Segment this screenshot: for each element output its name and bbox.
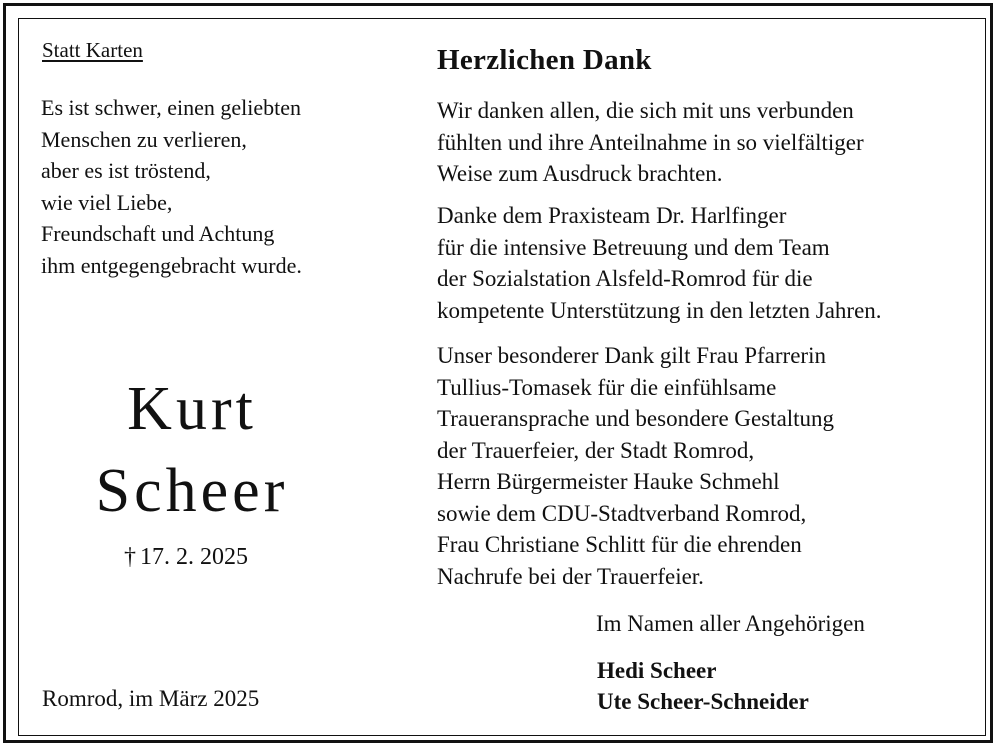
paragraph-line: Nachrufe bei der Trauerfeier. bbox=[437, 563, 704, 589]
poem-line: aber es ist tröstend, bbox=[41, 158, 211, 183]
thanks-paragraph-3 bbox=[437, 340, 834, 592]
paragraph-line: Danke dem Praxisteam Dr. Harlfinger bbox=[437, 203, 787, 228]
headline: Herzlichen Dank bbox=[437, 44, 652, 76]
paragraph-line: Herrn Bürgermeister Hauke Schmehl bbox=[437, 469, 780, 494]
deceased-first-name: Kurt bbox=[127, 375, 257, 443]
poem-line: ihm entgegengebracht wurde. bbox=[41, 252, 302, 278]
poem-line: Menschen zu verlieren, bbox=[41, 126, 247, 152]
poem-line: Es ist schwer, einen geliebten bbox=[41, 95, 301, 120]
thanks-paragraph-1 bbox=[437, 95, 864, 190]
paragraph-line: Tullius-Tomasek für die einfühlsame bbox=[437, 374, 777, 400]
dagger-icon: † bbox=[124, 544, 136, 570]
paragraph-line: fühlten und ihre Anteilnahme in so vielfältiger bbox=[437, 129, 864, 155]
closing-line: Im Namen aller Angehörigen bbox=[596, 611, 865, 636]
paragraph-line: der Trauerfeier, der Stadt Romrod, bbox=[437, 437, 755, 463]
paragraph-line: für die intensive Betreuung und dem Team bbox=[437, 234, 830, 260]
poem-line: Freundschaft und Achtung bbox=[41, 221, 275, 246]
signer-name: Hedi Scheer bbox=[597, 658, 717, 683]
paragraph-line: der Sozialstation Alsfeld-Romrod für die bbox=[437, 266, 813, 291]
death-date-line bbox=[124, 544, 248, 571]
paragraph-line: sowie dem CDU-Stadtverband Romrod, bbox=[437, 500, 807, 526]
paragraph-line: Traueransprache und besondere Gestaltung bbox=[437, 406, 835, 431]
paragraph-line: Wir danken allen, die sich mit uns verbunden bbox=[437, 98, 854, 123]
deceased-last-name: Scheer bbox=[95, 457, 289, 525]
thanks-paragraph-2 bbox=[437, 200, 882, 326]
paragraph-line: Unser besonderer Dank gilt Frau Pfarrerin bbox=[437, 343, 826, 368]
place-date: Romrod, im März 2025 bbox=[42, 686, 260, 711]
death-date: 17. 2. 2025 bbox=[140, 544, 248, 570]
paragraph-line: kompetente Unterstützung in den letzten Jahren. bbox=[437, 297, 882, 323]
poem-line: wie viel Liebe, bbox=[41, 189, 173, 215]
paragraph-line: Frau Christiane Schlitt für die ehrenden bbox=[437, 532, 802, 557]
paragraph-line: Weise zum Ausdruck brachten. bbox=[437, 161, 723, 186]
signers bbox=[597, 655, 809, 717]
poem bbox=[41, 92, 302, 281]
signer-name: Ute Scheer-Schneider bbox=[597, 689, 809, 714]
statt-karten-label: Statt Karten bbox=[42, 38, 143, 62]
